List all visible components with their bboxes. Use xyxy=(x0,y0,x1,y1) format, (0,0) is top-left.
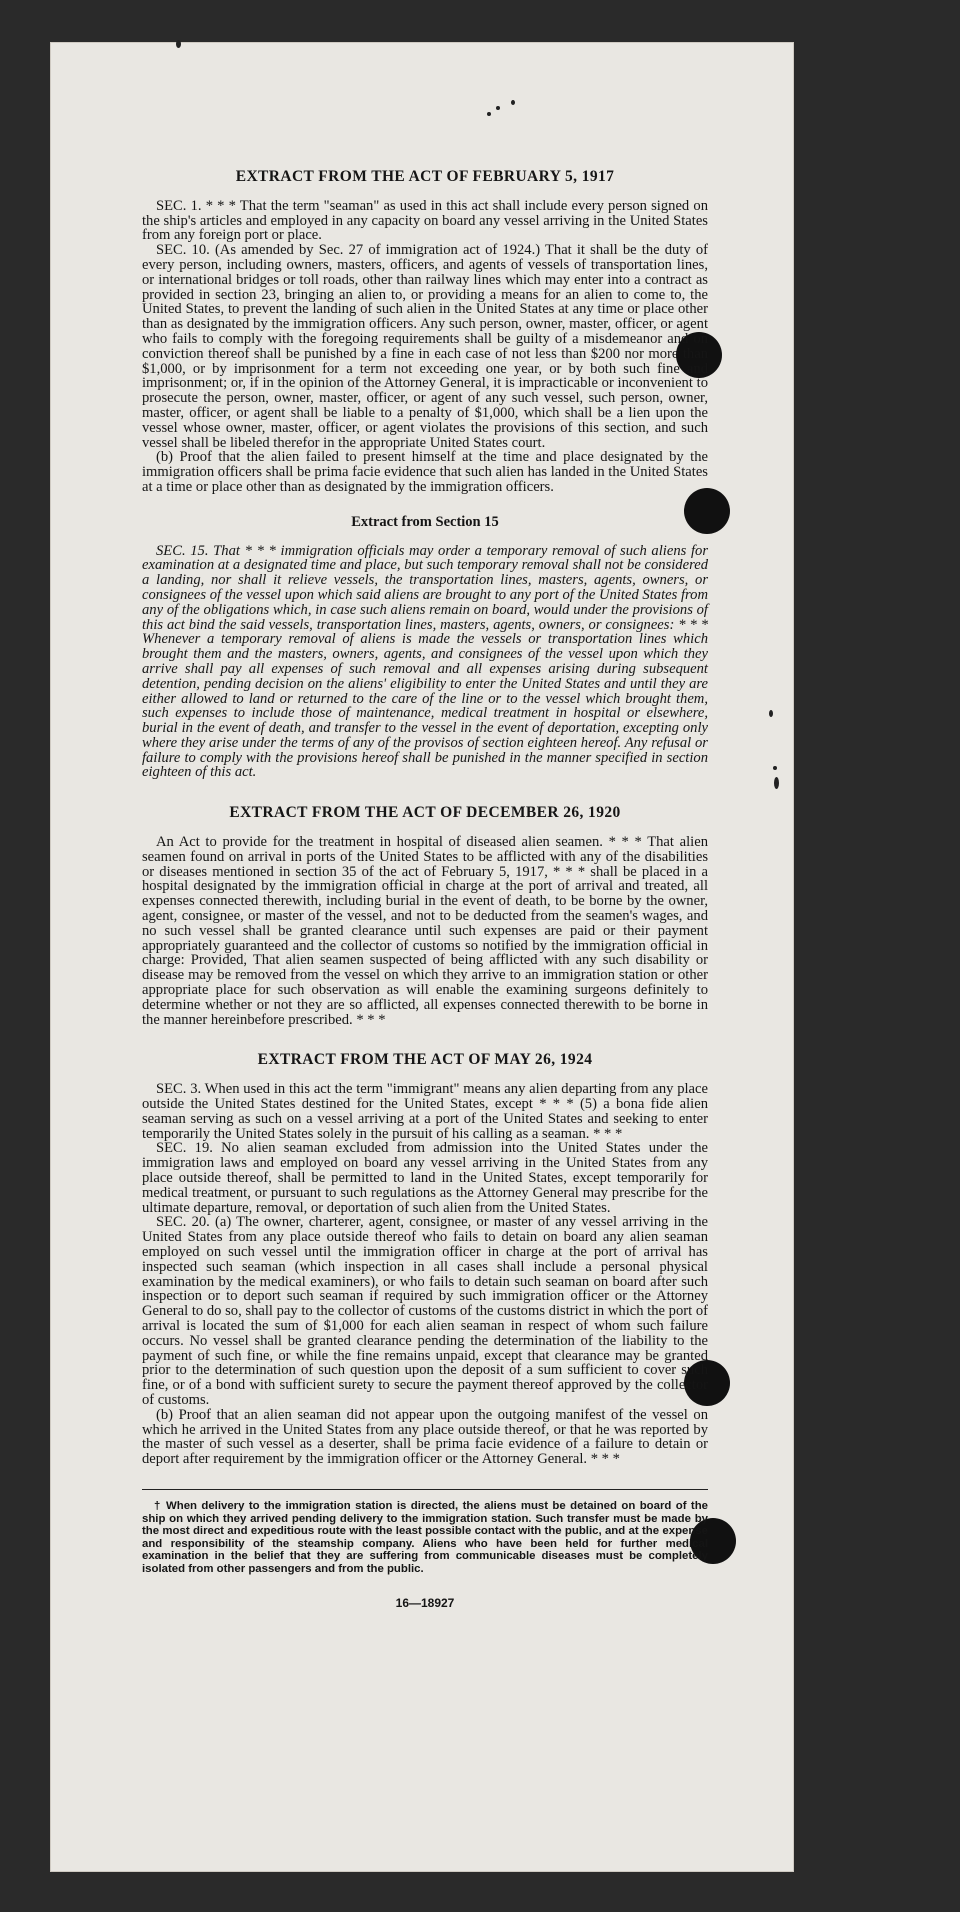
section-heading: EXTRACT FROM THE ACT OF DECEMBER 26, 1920 xyxy=(229,804,621,822)
paragraph: (b) Proof that an alien seaman did not appear upon the outgoing manifest of the vessel on which he arrived in the United States from any place outside thereof, or that he was reported by the master of such vessel as a deserter, shall be prima facie evidence of a failure to detain or deport after requirement by the immigration officer or the Attorney General. * * * xyxy=(142,1406,708,1468)
section-heading: EXTRACT FROM THE ACT OF MAY 26, 1924 xyxy=(257,1051,593,1069)
scan-speck xyxy=(511,100,515,105)
scan-speck xyxy=(487,112,491,116)
paragraph: (b) Proof that the alien failed to present himself at the time and place designated by the immigration officers shall be prima facie evidence that such alien has landed in the United States at a time or place other than as designated by the immigration officers. xyxy=(142,449,708,495)
paragraph: SEC. 10. (As amended by Sec. 27 of immigration act of 1924.) That it shall be the duty of every person, including owners, masters, officers, and agents of vessels of transportation lines, or international bridges or toll roads, other than railway lines which may enter into a contract as provided in section 23, bringing an alien to, or providing a means for an alien to come to, the United States, to prevent the landing of such alien in the United States at any time or place other than as designated by the immigration officers. Any such person, owner, master, officer, or agent who fails to comply with the foregoing requirements shall be guilty of a misdemeanor and on conviction thereof shall be punished by a fine in each case of not less than $200 nor more than $1,000, or by imprisonment for a term not exceeding one year, or by both such fine and imprisonment; or, if in the opinion of the Attorney General, it is impracticable or inconvenient to prosecute the person, owner, master, officer, or agent of any such vessel, such person, owner, master, officer, or agent shall be liable to a penalty of $1,000, which shall be a lien upon the vessel whose owner, master, officer, or agent violates the provisions of this section, and such vessel shall be libeled therefor in the appropriate United States court. xyxy=(142,242,708,451)
scan-speck xyxy=(774,777,779,789)
paragraph: SEC. 3. When used in this act the term "immigrant" means any alien departing from any place outside the United States destined for the United States, except * * * (5) a bona fide alien seaman serving as such on a vessel arriving at a port of the United States and seeking to enter temporarily the United States solely in the pursuit of his calling as a seaman. * * * xyxy=(142,1081,708,1142)
paragraph: SEC. 20. (a) The owner, charterer, agent, consignee, or master of any vessel arriving in the United States from any place outside thereof who fails to detain on board any alien seaman employed on such vessel until the immigration officer in charge at the port of arrival has inspected such seaman (which inspection in all cases shall include a personal physical examination by the medical examiners), or who fails to detain such seaman on board after such inspection or to deport such seaman if required by such immigration officer or the Attorney General to do so, shall pay to the collector of customs of the customs district in which the port of arrival is located the sum of $1,000 for each alien seaman in respect of whom such failure occurs. No vessel shall be granted clearance pending the determination of the liability to the payment of such fine, or while the fine remains unpaid, except that clearance may be granted prior to the determination of such question upon the deposit of a sum sufficient to cover such fine, or of a bond with sufficient surety to secure the payment thereof approved by the collector of customs. xyxy=(142,1214,708,1408)
footnote xyxy=(142,1500,708,1576)
scan-speck xyxy=(496,106,500,110)
footnote-text: † When delivery to the immigration station is directed, the aliens must be detained on board of the ship on which they arrived pending delivery to the immigration station. Such transfer must be made by the most direct and expeditious route with the least possible contact with the public, and at the expense and responsibility of the steamship company. Aliens who have been held for further medical examination in the belief that they are suffering from communicable diseases must be completely isolated from other passengers and from the public. xyxy=(142,1499,708,1575)
scan-speck xyxy=(773,766,777,770)
scan-speck xyxy=(769,710,773,717)
section-heading: EXTRACT FROM THE ACT OF FEBRUARY 5, 1917 xyxy=(235,168,615,185)
paragraph: SEC. 19. No alien seaman excluded from admission into the United States under the immigration laws and employed on board any vessel arriving in the United States from any place outside thereof, shall be permitted to land in the United States, except temporarily for medical treatment, or pursuant to such regulations as the Attorney General may prescribe for the ultimate departure, removal, or deportation of such alien from the United States. xyxy=(142,1140,708,1216)
footnote-divider xyxy=(142,1489,708,1490)
scan-speck xyxy=(176,40,181,48)
section-subheading: Extract from Section 15 xyxy=(351,513,499,530)
paragraph: SEC. 1. * * * That the term "seaman" as used in this act shall include every person signed on the ship's articles and employed in any capacity on board any vessel arriving in the United States from any foreign port or place. xyxy=(142,197,708,244)
paragraph: An Act to provide for the treatment in hospital of diseased alien seamen. * * * That alien seamen found on arrival in ports of the United States to be afflicted with any of the disabilities or diseases mentioned in section 35 of the act of February 5, 1917, * * * shall be placed in a hospital designated by the immigration official in charge at the port of arrival and treated, all expenses connected therewith, including burial in the event of death, to be borne by the owner, agent, consignee, or master of the vessel, and not to be deducted from the seamen's wages, and no such vessel shall be granted clearance until such expenses are paid or their payment appropriately guaranteed and the collector of customs so notified by the immigration official in charge: Provided, That alien seamen suspected of being afflicted with any such disability or disease may be removed from the vessel on which they arrive to an immigration station or other appropriate place for such observation as will enable the examining surgeons definitely to determine whether or not they are so afflicted, all expenses connected therewith to be borne in the manner hereinbefore prescribed. * * * xyxy=(142,834,708,1028)
document-text xyxy=(142,170,708,1610)
page-number: 16—18927 xyxy=(395,1595,455,1610)
paragraph: SEC. 15. That * * * immigration officials may order a temporary removal of such aliens for examination at a designated time and place, but such temporary removal shall not be considered a landing, nor shall it relieve vessels, the transportation lines, masters, agents, owners, or consignees of the vessel upon which said aliens are brought to any port of the United States from any of the obligations which, in case such aliens remain on board, would under the provisions of this act bind the said vessels, transportation lines, masters, agents, owners, or consignees: * * * Whenever a temporary removal of aliens is made the vessels or transportation lines which brought them and the masters, owners, agents, and consignees of the vessel upon which they arrive shall pay all expenses of such removal and all expenses arising during subsequent detention, pending decision on the aliens' eligibility to enter the United States and until they are either allowed to land or returned to the care of the line or to the vessel which brought them, such expenses to include those of maintenance, medical treatment in hospital or elsewhere, burial in the event of death, and transfer to the vessel in the event of deportation, excepting only where they arise under the terms of any of the provisos of section eighteen hereof. Any refusal or failure to comply with the provisions hereof shall be punished in the manner specified in section eighteen of this act. xyxy=(142,542,708,781)
